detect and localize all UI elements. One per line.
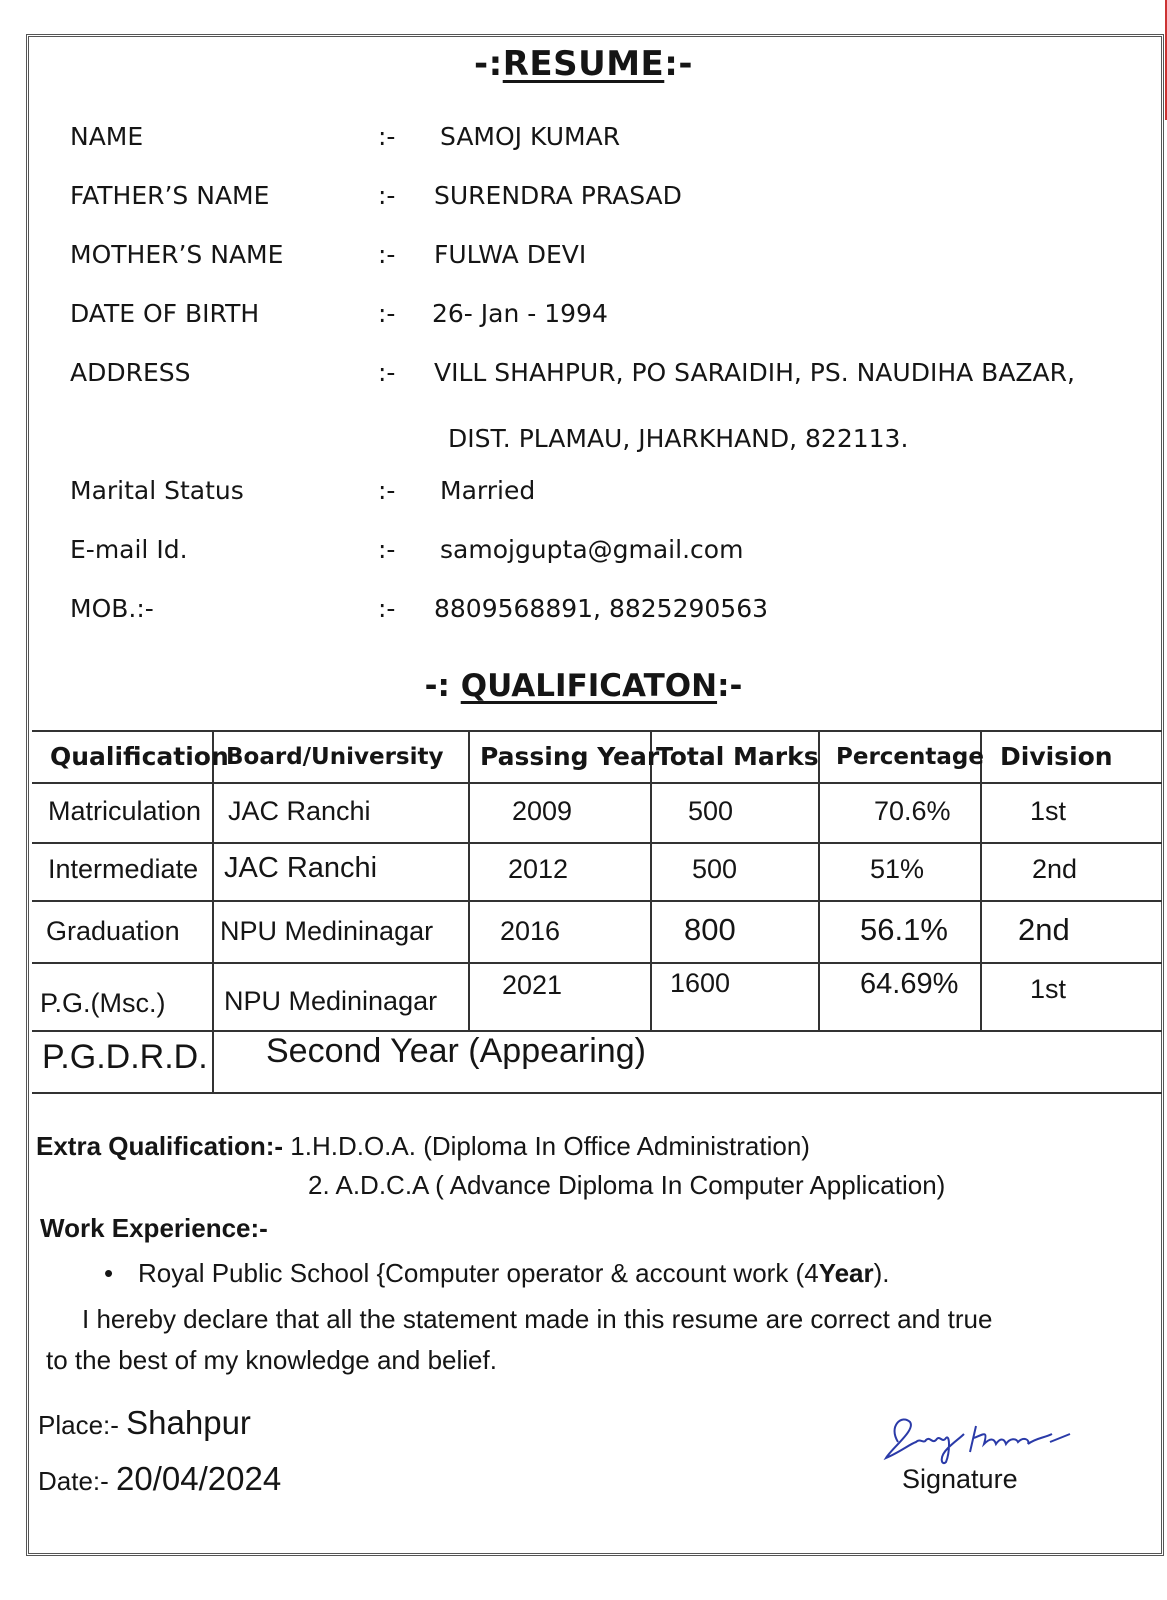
heading-prefix: -: — [424, 668, 461, 704]
table-rule — [32, 900, 1162, 902]
handwritten-signature — [880, 1408, 1080, 1468]
table-cell: 2016 — [500, 916, 561, 946]
work-experience-text — [138, 1258, 890, 1289]
declaration-line: to the best of my knowledge and belief. — [46, 1345, 497, 1375]
info-row-address — [0, 358, 1167, 398]
qualification-table — [32, 730, 1162, 1104]
table-cell: 2nd — [1032, 854, 1078, 884]
table-cell: 800 — [684, 912, 736, 947]
table-header: Total Marks — [656, 742, 819, 771]
table-cell: 56.1% — [860, 912, 948, 947]
info-separator: :- — [378, 594, 396, 623]
info-separator: :- — [378, 358, 396, 387]
table-cell: Matriculation — [48, 796, 202, 826]
work-experience-heading: Work Experience:- — [40, 1213, 268, 1243]
info-row-mother — [0, 240, 1167, 280]
extra-qualification — [36, 1131, 810, 1162]
info-separator: :- — [378, 181, 396, 210]
place — [38, 1404, 251, 1442]
place-label: Place:- — [38, 1410, 127, 1440]
info-row-dob — [0, 299, 1167, 339]
info-row-name — [0, 122, 1167, 162]
bullet-icon: • — [104, 1258, 114, 1288]
table-cell: 70.6% — [874, 796, 951, 826]
table-cell: NPU Medininagar — [220, 916, 434, 946]
table-cell: Intermediate — [48, 854, 199, 884]
table-rule — [32, 730, 1162, 732]
date — [38, 1460, 281, 1498]
table-cell: 2012 — [508, 854, 569, 884]
table-cell: JAC Ranchi — [224, 852, 378, 884]
table-header: Division — [1000, 742, 1113, 771]
table-cell: 64.69% — [860, 968, 959, 1000]
info-value: 26- Jan - 1994 — [432, 299, 608, 328]
heading-main: QUALIFICATON — [460, 668, 718, 704]
table-cell: 1st — [1030, 796, 1067, 826]
table-cell: 51% — [870, 854, 925, 884]
table-rule — [212, 730, 214, 1092]
heading-suffix: :- — [717, 668, 743, 704]
table-header: Qualification — [50, 742, 229, 771]
table-rule — [650, 730, 652, 1030]
date-value: 20/04/2024 — [116, 1460, 282, 1497]
table-rule — [32, 782, 1162, 784]
table-cell: Graduation — [46, 916, 180, 946]
work-text: Royal Public School {Computer operator & account work (4 — [138, 1258, 819, 1288]
info-value: SURENDRA PRASAD — [434, 181, 682, 210]
table-cell: NPU Medininagar — [224, 986, 438, 1016]
info-row-marital — [0, 476, 1167, 516]
table-cell: 2021 — [502, 970, 563, 1000]
info-label: ADDRESS — [70, 358, 191, 387]
table-rule — [32, 1092, 1162, 1094]
info-separator: :- — [378, 122, 396, 151]
info-label: MOB.:- — [70, 594, 154, 623]
info-label: E-mail Id. — [70, 535, 188, 564]
info-separator: :- — [378, 299, 396, 328]
table-cell: 500 — [688, 796, 734, 826]
resume-title — [0, 44, 1167, 84]
table-cell: 500 — [692, 854, 738, 884]
title-prefix: -: — [474, 44, 503, 84]
pgdrd-label: P.G.D.R.D. — [42, 1038, 208, 1076]
extra-qualification-item: 1.H.D.O.A. (Diploma In Office Administration) — [283, 1131, 810, 1161]
address-line-2: DIST. PLAMAU, JHARKHAND, 822113. — [448, 424, 909, 453]
info-value: Married — [440, 476, 536, 505]
signature-label: Signature — [902, 1464, 1018, 1494]
pgdrd-value: Second Year (Appearing) — [266, 1032, 646, 1070]
info-label: NAME — [70, 122, 144, 151]
info-separator: :- — [378, 240, 396, 269]
info-label: Marital Status — [70, 476, 244, 505]
info-separator: :- — [378, 535, 396, 564]
info-label: MOTHER’S NAME — [70, 240, 284, 269]
table-rule — [818, 730, 820, 1030]
table-header: Percentage — [836, 744, 984, 770]
extra-qualification-item: 2. A.D.C.A ( Advance Diploma In Computer Application) — [308, 1170, 946, 1200]
work-text-bold: Year — [818, 1258, 874, 1288]
table-header: Board/University — [226, 744, 444, 770]
title-main: RESUME — [502, 44, 665, 84]
info-value: FULWA DEVI — [434, 240, 587, 269]
info-value: VILL SHAHPUR, PO SARAIDIH, PS. NAUDIHA BAZAR, — [434, 358, 1075, 387]
title-suffix: :- — [664, 44, 693, 84]
table-cell: 2009 — [512, 796, 573, 826]
declaration-line: I hereby declare that all the statement made in this resume are correct and true — [82, 1304, 993, 1334]
table-rule — [32, 842, 1162, 844]
info-row-mobile — [0, 594, 1167, 634]
info-value: 8809568891, 8825290563 — [434, 594, 769, 623]
info-separator: :- — [378, 476, 396, 505]
table-rule — [980, 730, 982, 1030]
info-label: DATE OF BIRTH — [70, 299, 260, 328]
qualification-heading — [0, 668, 1167, 704]
date-label: Date:- — [38, 1466, 117, 1496]
table-rule — [468, 730, 470, 1030]
table-cell: 1600 — [670, 968, 731, 998]
table-cell: P.G.(Msc.) — [40, 988, 166, 1018]
table-cell: 1st — [1030, 974, 1067, 1004]
table-cell: JAC Ranchi — [228, 796, 371, 826]
table-header: Passing Year — [480, 742, 660, 771]
table-rule — [32, 962, 1162, 964]
info-value: SAMOJ KUMAR — [440, 122, 621, 151]
work-text-end: ). — [873, 1258, 890, 1288]
extra-qualification-label: Extra Qualification:- — [36, 1131, 284, 1161]
info-value: samojgupta@gmail.com — [440, 535, 744, 564]
table-cell: 2nd — [1018, 912, 1070, 947]
info-row-email — [0, 535, 1167, 575]
place-value: Shahpur — [126, 1404, 251, 1441]
info-label: FATHER’S NAME — [70, 181, 270, 210]
info-row-father — [0, 181, 1167, 221]
